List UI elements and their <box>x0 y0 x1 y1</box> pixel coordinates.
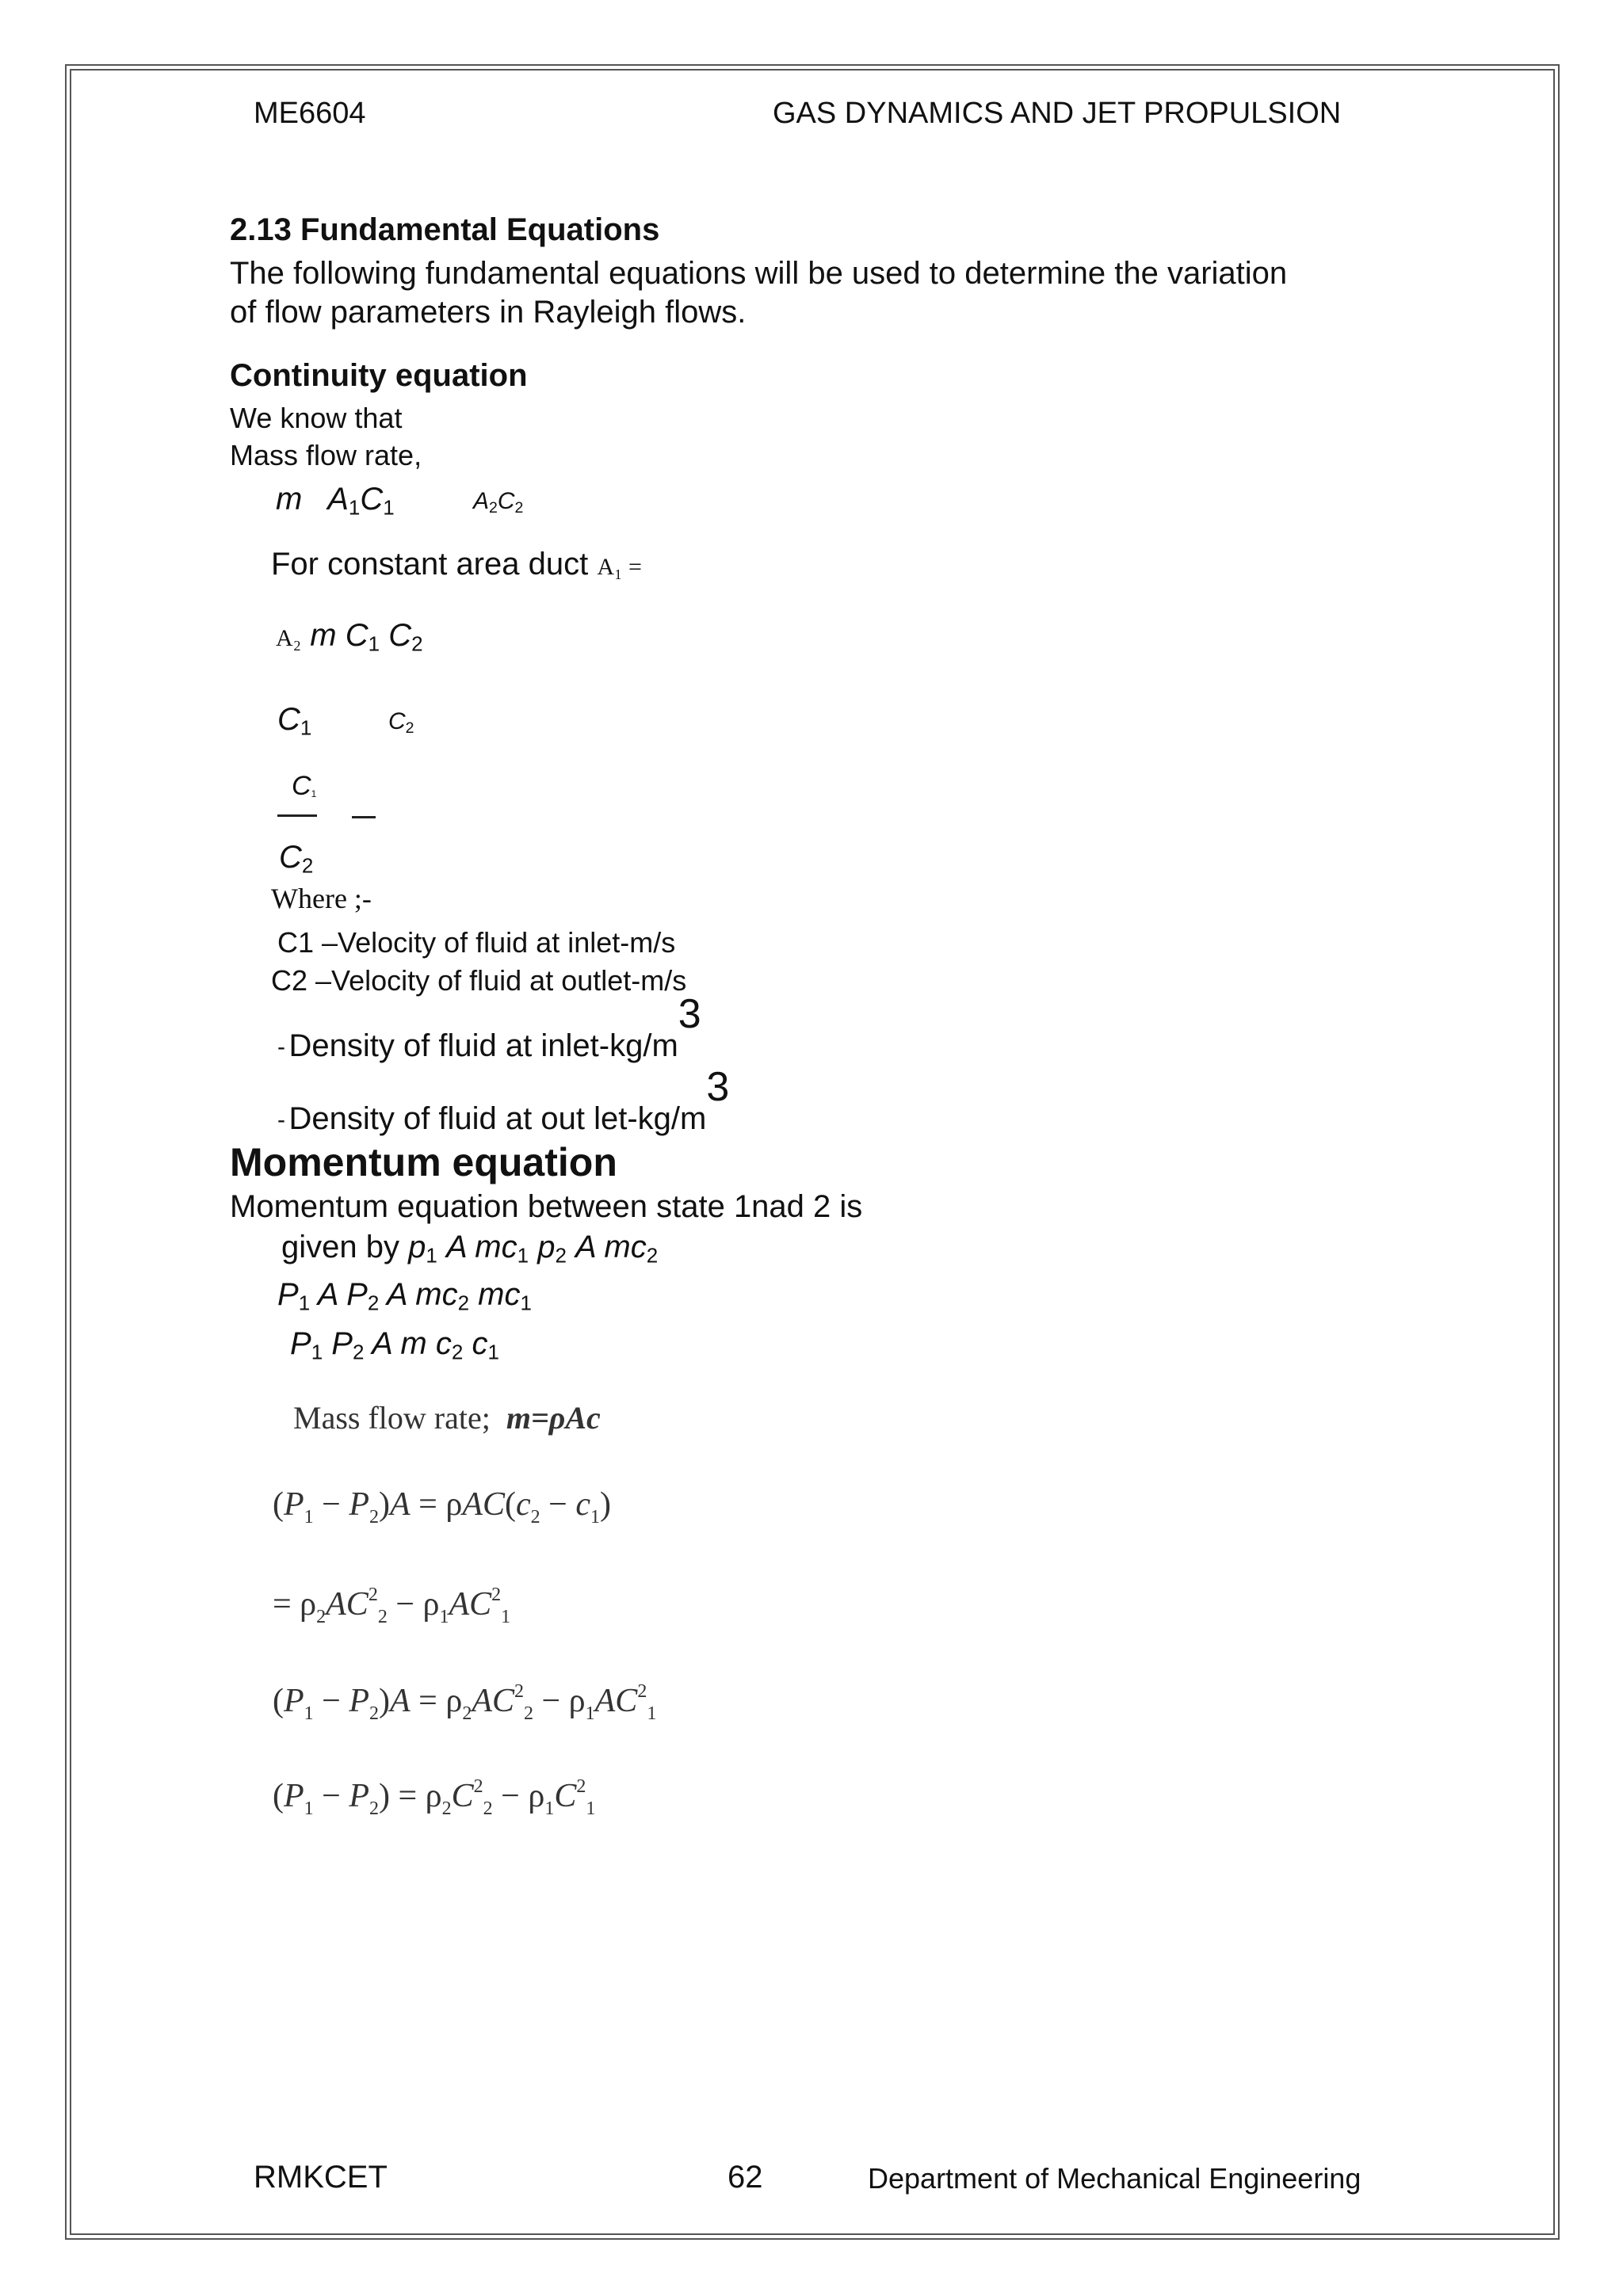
fraction-numerator: $C_1$ <box>292 771 317 801</box>
fraction-denominator: $C_2$ <box>279 840 314 878</box>
definition-rho1: - Density of fluid at inlet-kg/m3 <box>277 991 701 1063</box>
momentum-line-3: $P_1$ A $P_2$ A $mc_2$ $mc_1$ <box>277 1277 532 1315</box>
momentum-line-4: $P_1$ $P_2$ A m $c_2$ $c_1$ <box>290 1326 499 1364</box>
continuity-eq-3-c1: $C_1$ <box>277 702 312 740</box>
continuity-line-1: We know that <box>230 402 403 434</box>
momentum-heading: Momentum equation <box>230 1140 617 1184</box>
momentum-derivation-equations <box>269 1474 682 1846</box>
intro-line-2: of flow parameters in Rayleigh flows. <box>230 295 747 330</box>
definition-c2: C2 –Velocity of fluid at outlet-m/s <box>271 964 687 997</box>
continuity-line-2: Mass flow rate, <box>230 439 422 471</box>
fraction-bar <box>277 814 317 817</box>
definition-c1: C1 –Velocity of fluid at inlet-m/s <box>277 926 676 959</box>
fraction-dash <box>352 816 376 818</box>
continuity-eq-2: A₂ m $C_1$ $C_2$ <box>276 618 423 656</box>
footer-institution: RMKCET <box>254 2160 388 2195</box>
equation-line-4: $(P_1 - P_2) = \rho_2C^2_2 - \rho_1C^2_1$ <box>273 1776 596 1819</box>
equation-line-2: = $\rho_2AC^2_2 - \rho_1AC^2_1$ <box>273 1585 511 1627</box>
footer-department: Department of Mechanical Engineering <box>868 2162 1361 2195</box>
continuity-eq-1: m $A_1C_1$ <box>276 482 395 520</box>
header-course-title: GAS DYNAMICS AND JET PROPULSION <box>773 97 1342 130</box>
mass-flow-rate-equation: Mass flow rate; m=ρAc <box>293 1400 601 1436</box>
constant-area-text: For constant area duct A₁ = <box>271 547 642 582</box>
where-label: Where ;- <box>271 883 372 914</box>
equation-line-3: $(P_1 - P_2)A = \rho_2AC^2_2 - \rho_1AC^2_1$ <box>273 1681 657 1724</box>
continuity-heading: Continuity equation <box>230 358 528 393</box>
header-course-code: ME6604 <box>254 97 366 130</box>
section-heading: 2.13 Fundamental Equations <box>230 212 660 247</box>
footer-page-number: 62 <box>727 2160 763 2195</box>
continuity-eq-1-rhs: $A_2C_2$ <box>473 488 524 517</box>
equation-line-1: $(P_1 - P_2)A = \rho AC(c_2 - c_1)$ <box>273 1486 611 1527</box>
continuity-eq-3-c2: $C_2$ <box>388 708 414 737</box>
momentum-line-2: given by $p_1$ A $mc_1$ $p_2$ A $mc_2$ <box>281 1230 659 1268</box>
intro-line-1: The following fundamental equations will be used to determine the variation <box>230 256 1288 291</box>
momentum-line-1: Momentum equation between state 1nad 2 is <box>230 1189 863 1224</box>
definition-rho2: - Density of fluid at out let-kg/m3 <box>277 1064 730 1136</box>
